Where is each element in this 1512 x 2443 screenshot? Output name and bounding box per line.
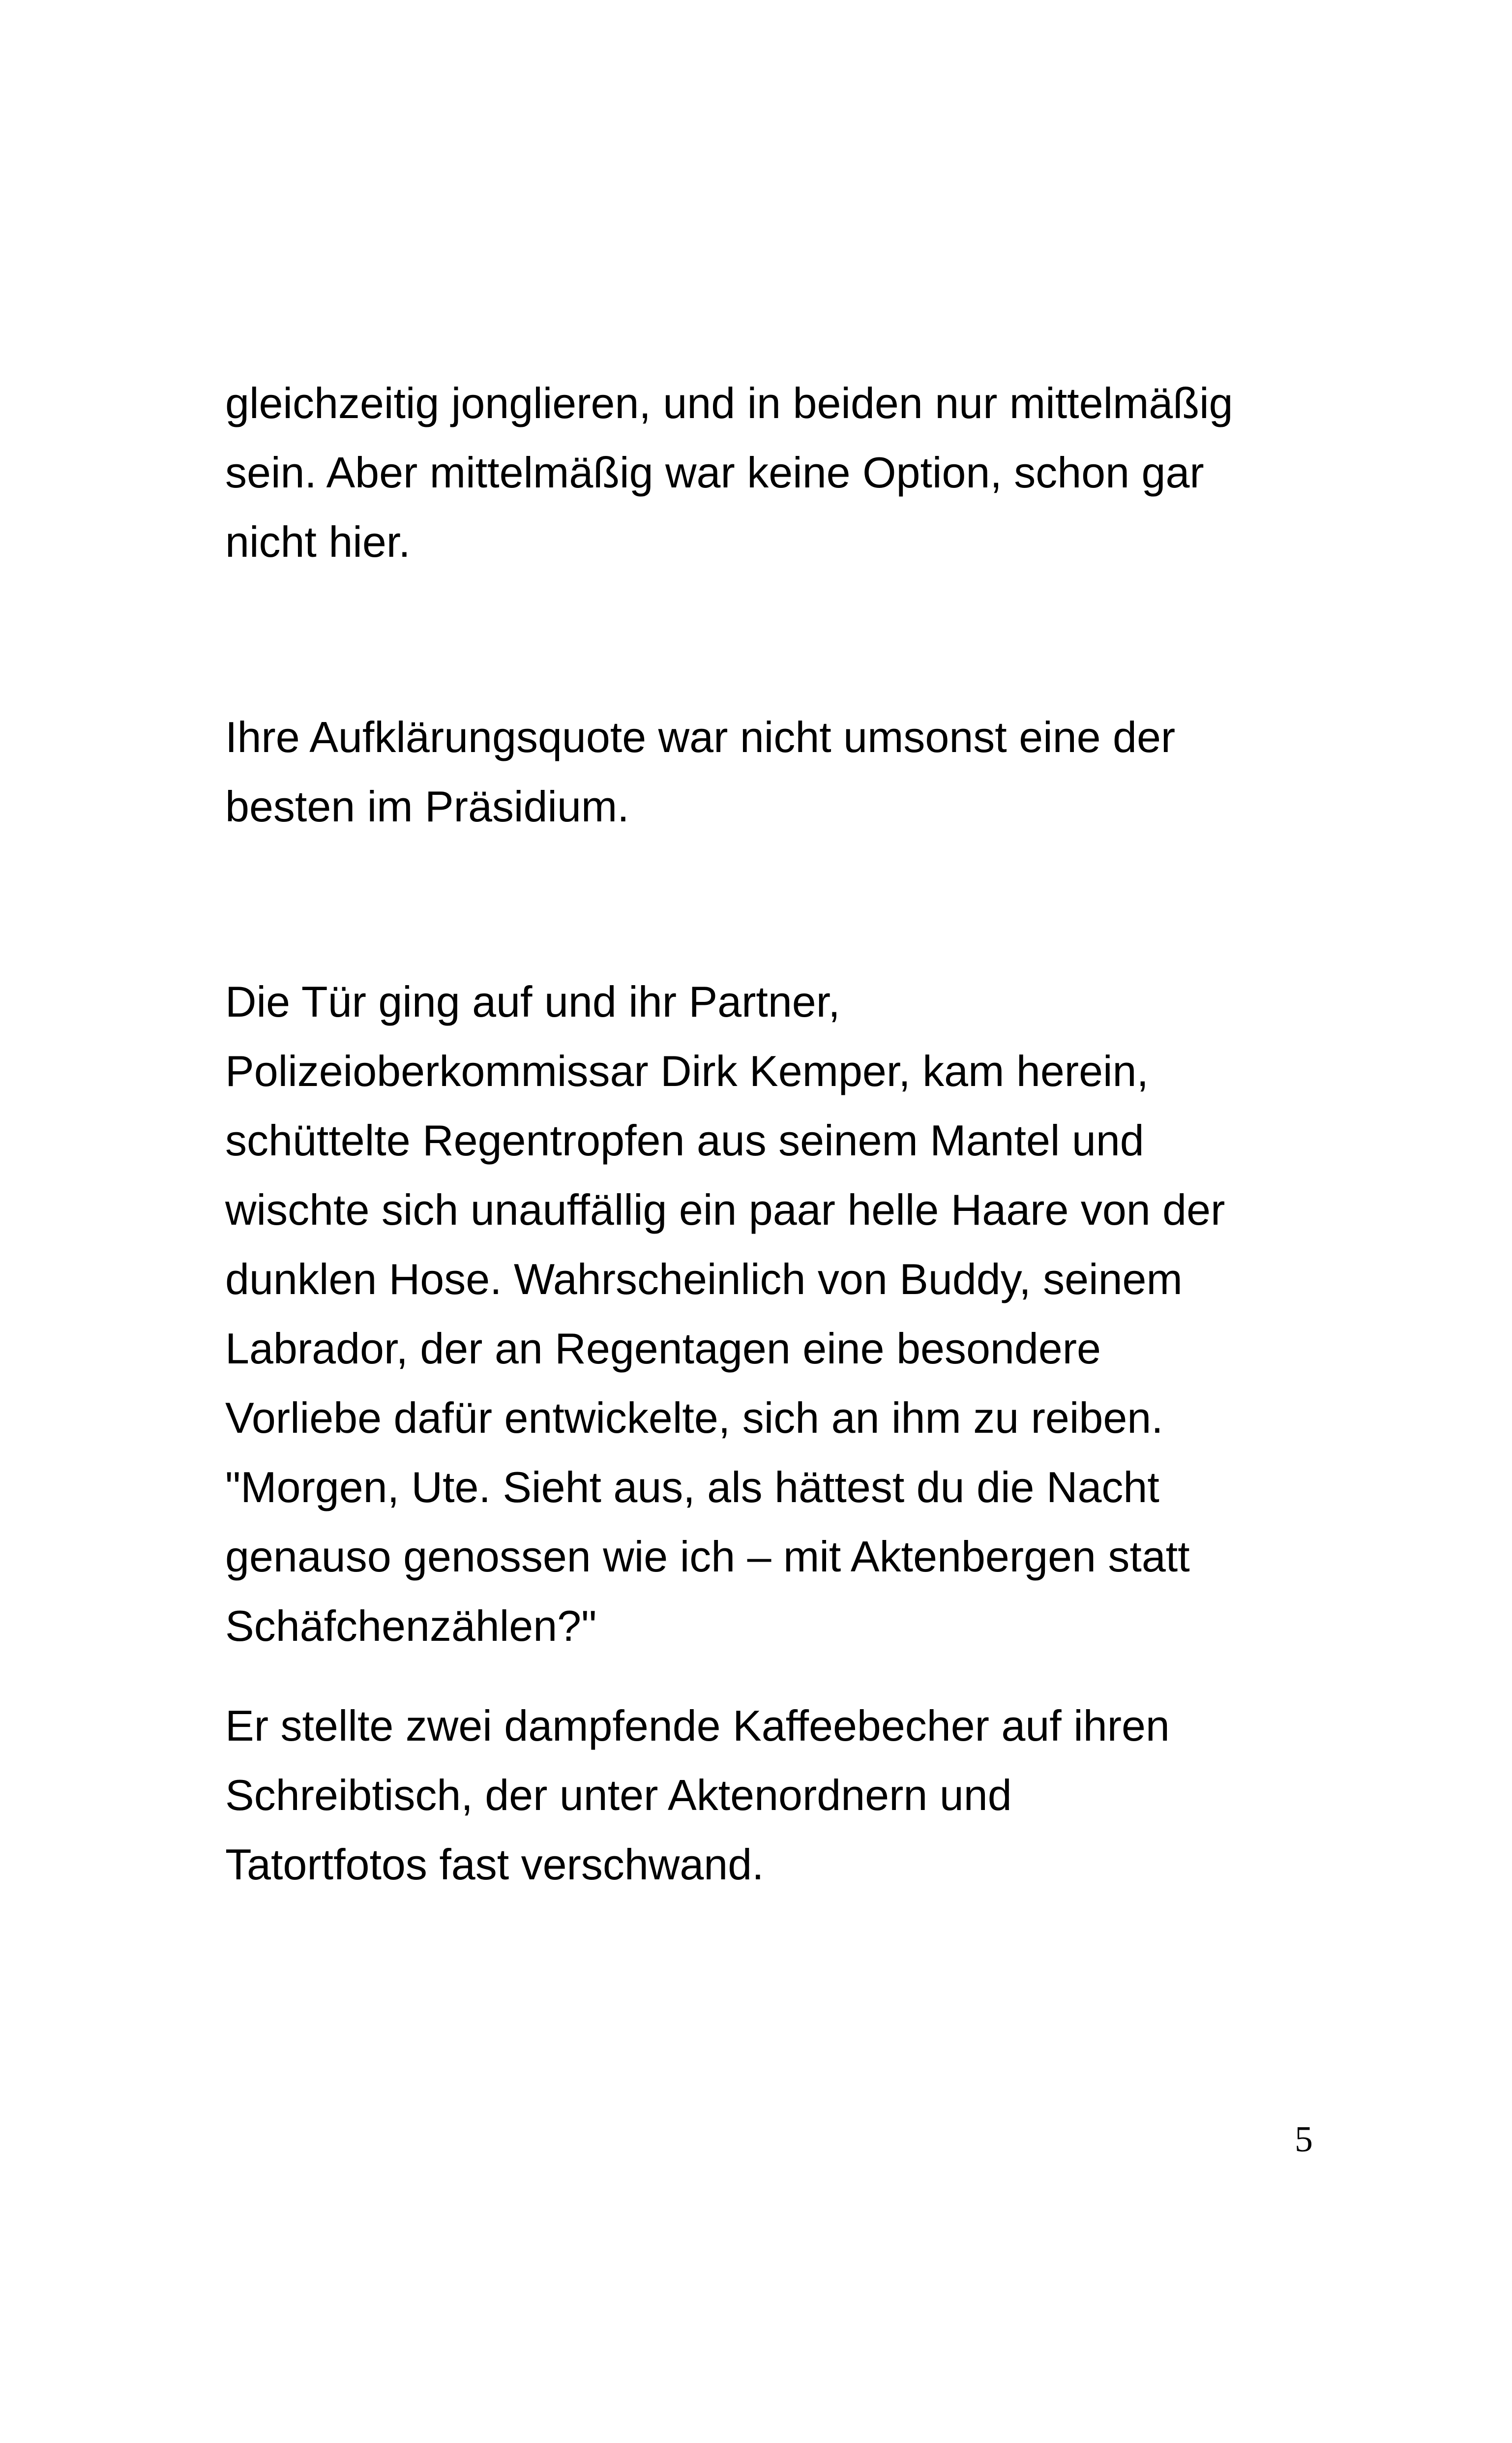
text-line: Schreibtisch, der unter Aktenordnern und [225,1771,1012,1819]
text-line: sein. Aber mittelmäßig war keine Option, schon gar [225,448,1204,497]
text-line: Tatortfotos fast verschwand. [225,1840,764,1889]
text-line: Polizeioberkommissar Dirk Kemper, kam herein, [225,1047,1149,1095]
page-number: 5 [1295,2119,1313,2160]
text-line: dunklen Hose. Wahrscheinlich von Buddy, seinem [225,1255,1183,1303]
text-line: Labrador, der an Regentagen eine besondere [225,1324,1101,1373]
paragraph [225,967,1327,1660]
text-line: "Morgen, Ute. Sieht aus, als hättest du die Nacht [225,1463,1159,1511]
paragraph [225,1691,1327,1899]
text-line: besten im Präsidium. [225,782,629,831]
text-line: Er stellte zwei dampfende Kaffeebecher auf ihren [225,1701,1170,1750]
text-line: nicht hier. [225,517,411,566]
text-line: gleichzeitig jonglieren, und in beiden nur mittelmäßig [225,379,1233,427]
text-line: Vorliebe dafür entwickelte, sich an ihm zu reiben. [225,1393,1163,1442]
text-line: schüttelte Regentropfen aus seinem Mantel und [225,1116,1144,1165]
text-line: genauso genossen wie ich – mit Aktenbergen statt [225,1532,1190,1581]
paragraph [225,702,1327,841]
text-line: Die Tür ging auf und ihr Partner, [225,977,840,1026]
text-line: wischte sich unauffällig ein paar helle Haare von der [225,1185,1225,1234]
text-line: Ihre Aufklärungsquote war nicht umsonst eine der [225,713,1176,761]
paragraph [225,368,1327,576]
text-line: Schäfchenzählen?" [225,1601,597,1650]
